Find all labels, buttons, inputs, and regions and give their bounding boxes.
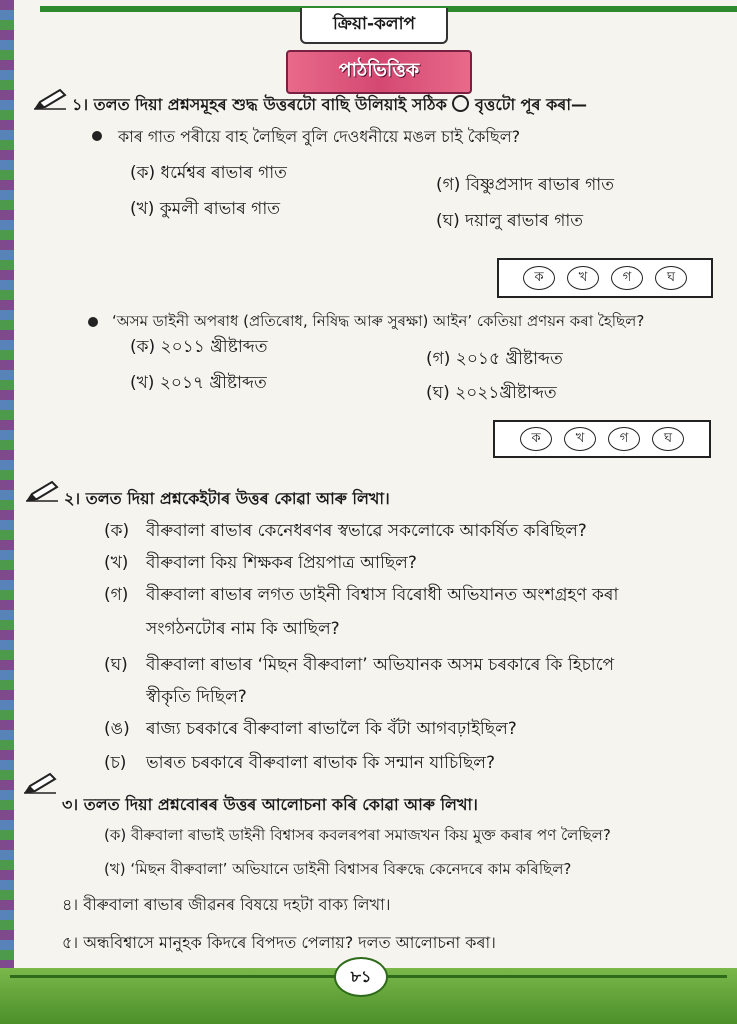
q5-text: ৫। অন্ধবিশ্বাসে মানুহক কিদৰে বিপদত পেলায়? দলত আলোচনা কৰা।: [62, 933, 496, 952]
q2-item-text: ভাৰত চৰকাৰে বীৰুবালা ৰাভাক কি সন্মান যাচিছিল?: [146, 753, 495, 773]
q1-item2-question: ‘অসম ডাইনী অপৰাধ (প্ৰতিৰোধ, নিষিদ্ধ আৰু সুৰক্ষা) আইন’ কেতিয়া প্ৰণয়ন কৰা হৈছিল?: [112, 312, 645, 330]
q2-item-text: বীৰুবালা ৰাভাৰ লগত ডাইনী বিশ্বাস বিৰোধী অভিযানত অংশগ্ৰহণ কৰা: [146, 585, 619, 605]
decorative-left-border: [0, 0, 14, 1024]
answer-circle-ga[interactable]: গ: [608, 427, 640, 451]
answer-circle-kha[interactable]: খ: [567, 266, 599, 290]
q2-item-text: বীৰুবালা ৰাভাৰ ‘মিছন বীৰুবালা’ অভিযানক অসম চৰকাৰে কি হিচাপে: [146, 655, 615, 675]
q1-item2-option-c: (গ) ২০১৫ খ্ৰীষ্টাব্দত: [426, 349, 563, 369]
q1-item1-option-a: (ক) ধৰ্মেশ্বৰ ৰাভাৰ গাত: [130, 163, 287, 183]
q4-text: ৪। বীৰুবালা ৰাভাৰ জীৱনৰ বিষয়ে দহটা বাক্য লিখা।: [62, 895, 391, 914]
q2-item-label: (গ): [104, 585, 129, 605]
q2-item-text: ৰাজ্য চৰকাৰে বীৰুবালা ৰাভালৈ কি বঁটা আগবঢ়াইছিল?: [146, 719, 517, 739]
q2-item-text-cont: সংগঠনটোৰ নাম কি আছিল?: [146, 619, 340, 639]
q2-item-label: (ঙ): [104, 719, 130, 739]
q1-item1-option-b: (খ) কুমলী ৰাভাৰ গাত: [130, 199, 281, 219]
answer-circle-ka[interactable]: ক: [520, 427, 552, 451]
q1-heading: [72, 92, 587, 119]
q1-item2-option-b: (খ) ২০১৭ খ্ৰীষ্টাব্দত: [130, 373, 267, 393]
q2-item-text: বীৰুবালা ৰাভাৰ কেনেধৰণৰ স্বভাৱে সকলোকে আকৰ্ষিত কৰিছিল?: [146, 521, 587, 541]
q3-heading: ৩। তলত দিয়া প্ৰশ্নবোৰৰ উত্তৰ আলোচনা কৰি কোৱা আৰু লিখা।: [62, 795, 478, 814]
q1-item2-option-a: (ক) ২০১১ খ্ৰীষ্টাব্দত: [130, 337, 268, 357]
page-number: ৮১: [334, 957, 388, 997]
section-ribbon: পাঠভিত্তিক: [286, 50, 472, 94]
answer-circle-ka[interactable]: ক: [523, 266, 555, 290]
q1-item1-question: কাৰ গাত পৰীয়ে বাহ লৈছিল বুলি দেওধনীয়ে মঙল চাই কৈছিল?: [118, 127, 521, 146]
q2-item-label: (ঘ): [104, 655, 128, 675]
q1-item1-option-c: (গ) বিষ্ণুপ্ৰসাদ ৰাভাৰ গাত: [436, 175, 614, 195]
pencil-icon: [34, 88, 68, 110]
q1-item2-answer-box: [493, 420, 711, 458]
answer-circle-gha[interactable]: ঘ: [655, 266, 687, 290]
pencil-icon: [24, 772, 58, 794]
q2-item-text: বীৰুবালা কিয় শিক্ষকৰ প্ৰিয়পাত্ৰ আছিল?: [146, 553, 417, 573]
q2-item-label: (খ): [104, 553, 129, 573]
answer-circle-kha[interactable]: খ: [564, 427, 596, 451]
q2-heading: ২। তলত দিয়া প্ৰশ্নকেইটাৰ উত্তৰ কোৱা আৰু লিখা।: [64, 489, 390, 508]
q2-item-label: (চ): [104, 753, 127, 773]
pencil-icon: [26, 480, 60, 502]
q3-item-b: (খ) ‘মিছন বীৰুবালা’ অভিযানে ডাইনী বিশ্বাসৰ বিৰুদ্ধে কেনেদৰে কাম কৰিছিল?: [104, 860, 572, 878]
answer-circle-gha[interactable]: ঘ: [652, 427, 684, 451]
answer-circle-ga[interactable]: গ: [611, 266, 643, 290]
bullet-icon: [92, 131, 102, 141]
q1-item1-option-d: (ঘ) দয়ালু ৰাভাৰ গাত: [436, 211, 584, 231]
q2-item-label: (ক): [104, 521, 130, 541]
q1-heading-text-end: বৃত্তটো পূৰ কৰা—: [474, 95, 587, 114]
circle-icon: [452, 95, 469, 112]
q1-item1-answer-box: [497, 258, 713, 298]
q2-item-text-cont: স্বীকৃতি দিছিল?: [146, 687, 247, 707]
q3-item-a: (ক) বীৰুবালা ৰাভাই ডাইনী বিশ্বাসৰ কবলৰপৰা সমাজখন কিয় মুক্ত কৰাৰ পণ লৈছিল?: [104, 826, 611, 844]
bullet-icon: [88, 317, 98, 327]
q1-heading-text: ১। তলত দিয়া প্ৰশ্নসমূহৰ শুদ্ধ উত্তৰটো বাছি উলিয়াই সঠিক: [72, 95, 447, 114]
section-tab: ক্ৰিয়া-কলাপ: [300, 8, 448, 44]
q1-item2-option-d: (ঘ) ২০২১খ্ৰীষ্টাব্দত: [426, 383, 557, 403]
